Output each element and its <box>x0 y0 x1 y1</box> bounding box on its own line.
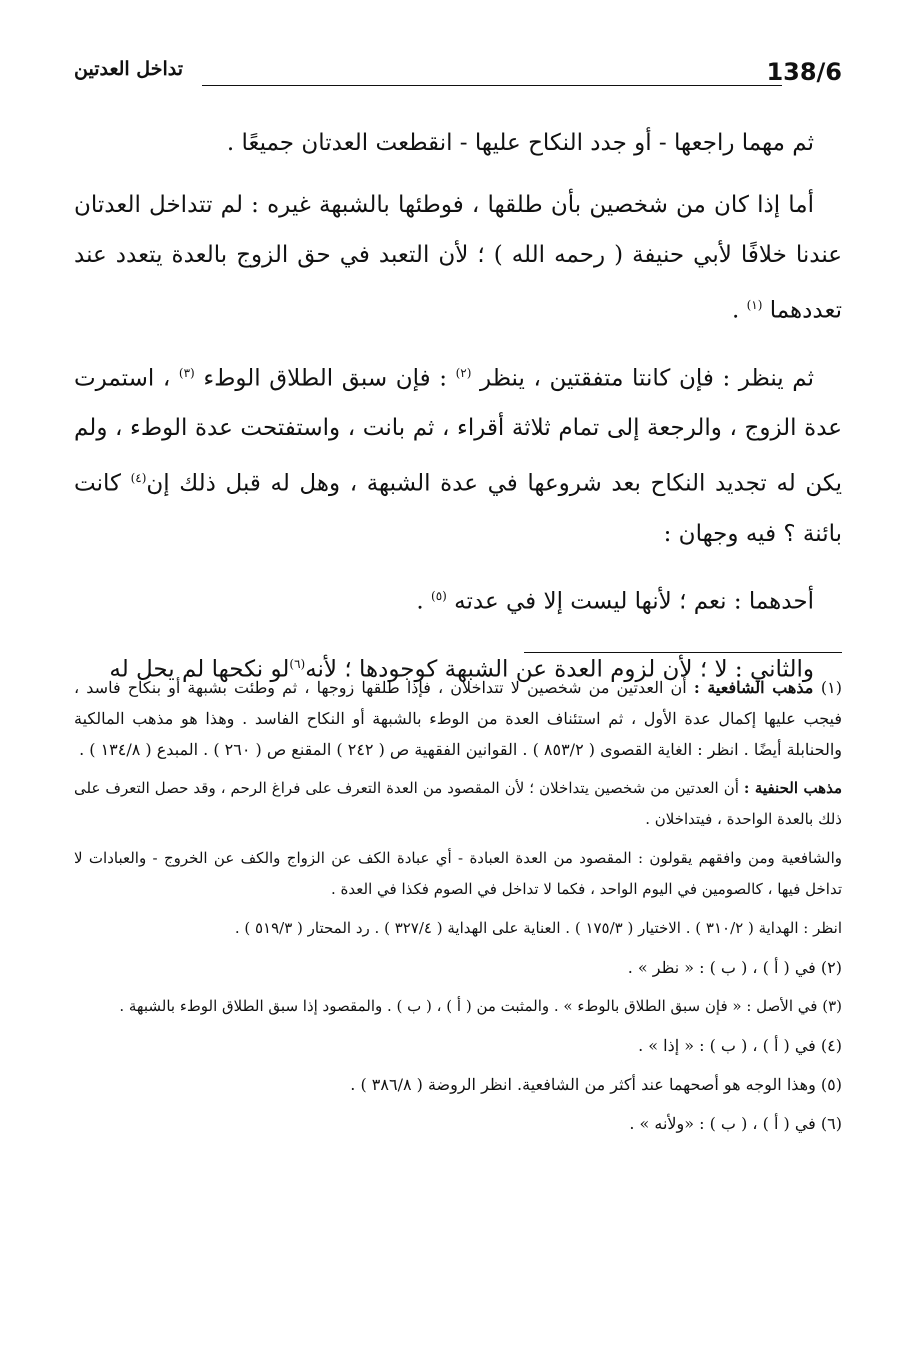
main-text <box>74 118 842 706</box>
paragraph-5-text-a: والثاني : لا ؛ لأن لزوم العدة عن الشبهة كوجودها ؛ لأنه <box>305 656 814 683</box>
paragraph-5-text-b: لو نكحها لم يحل له <box>109 656 290 683</box>
footnote-shafii: والشافعية ومن وافقهم يقولون : المقصود من العدة العبادة - أي عبادة الكف عن الزواج والكف عن الخروج - والعبادات لا تداخل فيها ، كالصومين في اليوم الواحد ، فكما لا تداخل في الصوم فكذا في العدة . <box>74 849 842 898</box>
paragraph-1-text: ثم مهما راجعها - أو جدد النكاح عليها - انقطعت العدتان جميعًا . <box>226 130 814 156</box>
footnote-ref-2: (٢) <box>455 365 472 380</box>
footnote-ref-4: (٤) <box>130 471 147 486</box>
paragraph-3-text-a: ثم ينظر : فإن كانتا متفقتين ، ينظر <box>480 365 815 392</box>
footnote-ref-3: (٣) <box>178 365 195 380</box>
paragraph-3-text-b: : فإن سبق الطلاق الوطء <box>203 365 456 392</box>
footnote-1-text: أن العدتين من شخصين لا تتداخلان ، فإذا طلقها زوجها ، ثم وطئت بشبهة أو بنكاح فاسد ، فيجب عليها إكمال عدة الأول ، ثم استئناف العدة من الوطء بالشبهة أو النكاح الفاسد . وهذا هو مذهب المالكية والحنابلة أيضًا . انظر : الغاية القصوى ( ٨٥٣/٢ ) . القوانين الفقهية ص ( ٢٤٢ ) المقنع ص ( ٢٦٠ ) . المبدع ( ١٣٤/٨ ) . <box>74 678 842 759</box>
paragraph-1 <box>74 118 842 168</box>
paragraph-4 <box>74 571 842 627</box>
paragraph-4-text: أحدهما : نعم ؛ لأنها ليست إلا في عدته <box>454 588 814 615</box>
footnotes <box>74 672 842 1147</box>
footnote-1-number: (١) <box>820 678 842 697</box>
footnote-4: (٤) في ( أ ) ، ( ب ) : « إذا » . <box>638 1036 842 1055</box>
footnote-hanafi <box>74 773 842 835</box>
footnote-2: (٢) في ( أ ) ، ( ب ) : « نظر » . <box>627 958 842 977</box>
footnote-references: انظر : الهداية ( ٣١٠/٢ ) . الاختيار ( ١٧٥/٣ ) . العناية على الهداية ( ٣٢٧/٤ ) . رد المحتار ( ٥١٩/٣ ) . <box>234 919 842 937</box>
page-number: 138/6 <box>766 58 842 86</box>
footnote-1 <box>74 672 842 765</box>
footnote-3: (٣) في الأصل : « فإن سبق الطلاق بالوطء » . والمثبت من ( أ ) ، ( ب ) . والمقصود إذا سبق الطلاق الوطء بالشبهة . <box>119 997 842 1015</box>
hanafi-heading: مذهب الحنفية : <box>743 779 842 797</box>
paragraph-3 <box>74 348 842 559</box>
footnote-ref-6: (٦) <box>289 656 306 671</box>
footnote-6: (٦) في ( أ ) ، ( ب ) : «ولأنه » . <box>629 1114 842 1133</box>
footnote-separator <box>524 652 842 653</box>
paragraph-3-text-d: كانت بائنة ؟ فيه وجهان : <box>74 470 842 547</box>
footnote-1-heading: مذهب الشافعية : <box>693 678 821 697</box>
hanafi-text: أن العدتين من شخصين يتداخلان ؛ لأن المقصود من العدة التعرف على فراغ الرحم ، وقد حصل التعرف على ذلك بالعدة الواحدة ، فيتداخلان . <box>74 779 842 828</box>
footnote-ref-5: (٥) <box>431 588 447 603</box>
paragraph-2 <box>74 180 842 336</box>
paragraph-2-text: أما إذا كان من شخصين بأن طلقها ، فوطئها بالشبهة غيره : لم تتداخل العدتان عندنا خلافًا لأبي حنيفة ( رحمه الله ) ؛ لأن التعبد في حق الزوج بالعدة يتعدد عند تعددهما <box>74 192 842 324</box>
running-title: تداخل العدتين <box>74 58 183 80</box>
paragraph-2-end: . <box>731 297 747 324</box>
header-rule <box>202 85 782 86</box>
paragraph-4-end: . <box>416 588 431 615</box>
page-header <box>74 58 842 94</box>
footnote-5: (٥) وهذا الوجه هو أصحهما عند أكثر من الشافعية. انظر الروضة ( ٣٨٦/٨ ) . <box>350 1075 842 1094</box>
footnote-ref-1: (١) <box>746 298 763 312</box>
paragraph-3-text-c: ، استمرت عدة الزوج ، والرجعة إلى تمام ثلاثة أقراء ، ثم بانت ، واستفتحت عدة الوطء ، ولم يكن له تجديد النكاح بعد شروعها في عدة الشبهة ، وهل له قبل ذلك إن <box>74 365 842 497</box>
